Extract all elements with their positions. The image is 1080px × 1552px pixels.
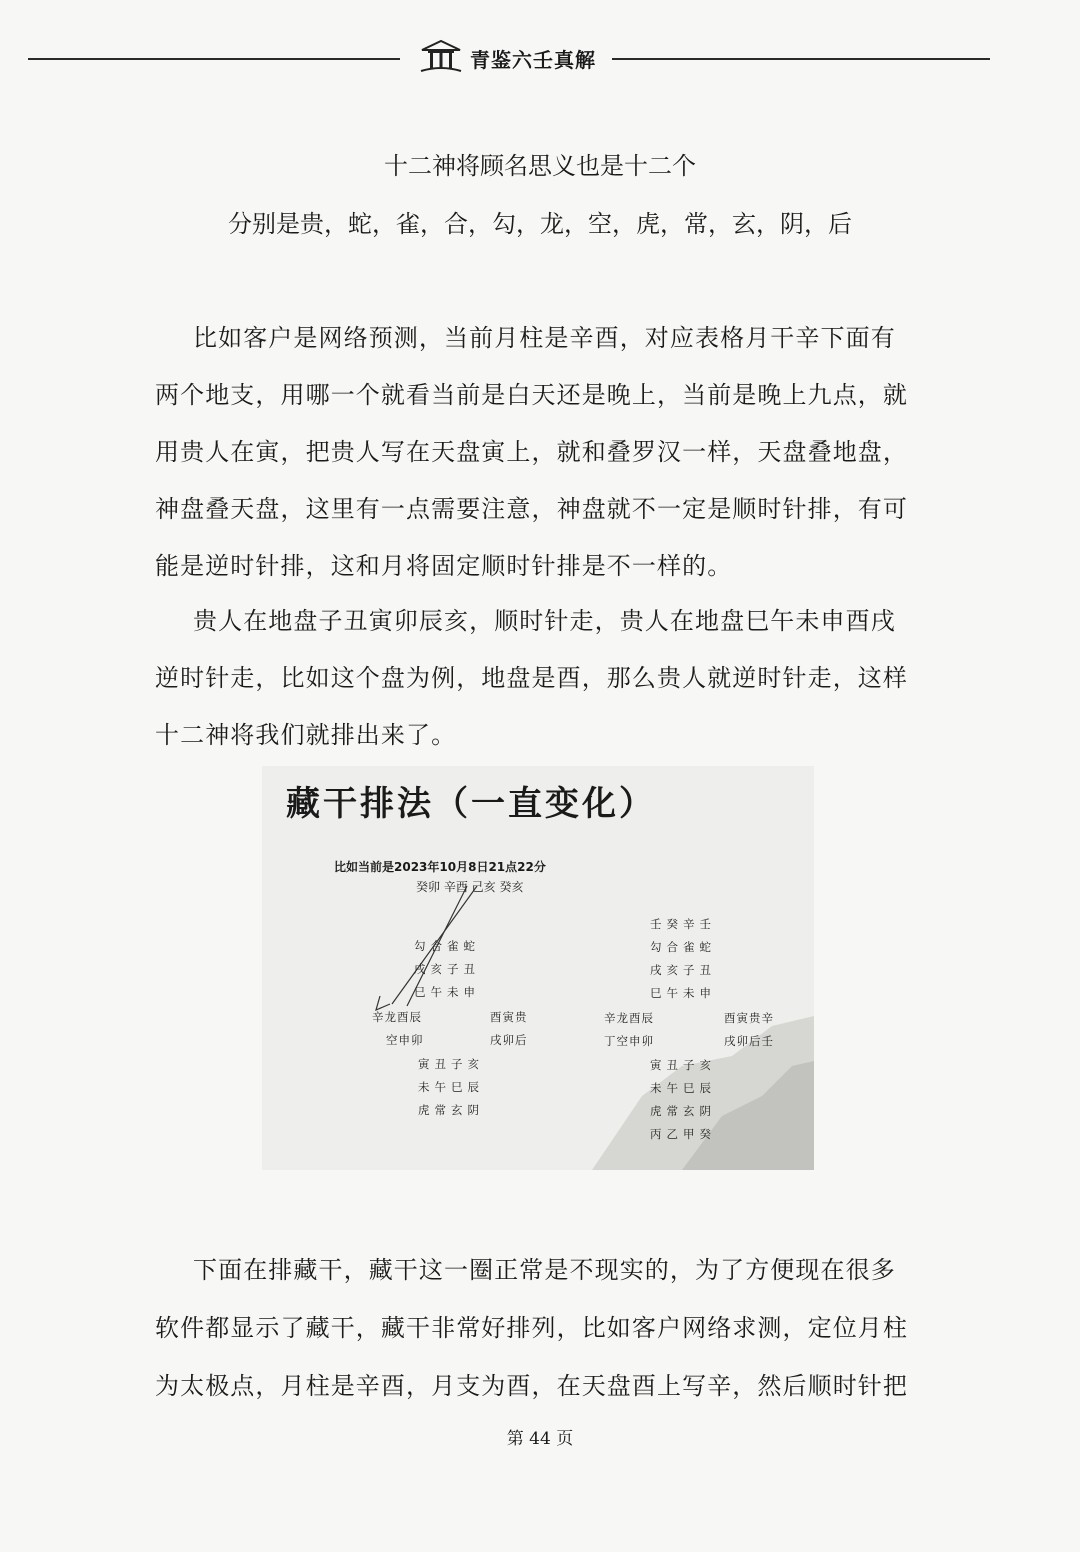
right-chart-row: 未午巳辰 [650, 1081, 716, 1095]
intro-line-1: 十二神将顾名思义也是十二个 [384, 152, 696, 180]
right-chart-row: 戌亥子丑 [650, 963, 716, 977]
header-rule-left [28, 58, 400, 60]
paragraph-line: 两个地支，用哪一个就看当前是白天还是晚上，当前是晚上九点，就 [155, 381, 908, 409]
paragraph-line: 能是逆时针排，这和月将固定顺时针排是不一样的。 [155, 552, 733, 580]
left-chart-row: 勾合雀蛇 [414, 939, 480, 953]
left-chart-row: 未午巳辰 [418, 1080, 484, 1094]
right-chart-row: 壬癸辛壬 [650, 917, 716, 931]
right-chart-side: 戌卯后壬 [724, 1034, 774, 1048]
temple-building-icon [420, 38, 462, 74]
figure-title: 藏干排法（一直变化） [286, 784, 656, 824]
paragraph-line: 下面在排藏干，藏干这一圈正常是不现实的，为了方便现在很多 [193, 1256, 896, 1284]
left-chart-row: 巳午未申 [414, 985, 480, 999]
paragraph-line: 十二神将我们就排出来了。 [155, 721, 457, 749]
right-chart-row: 虎常玄阴 [650, 1104, 716, 1118]
right-chart-row: 勾合雀蛇 [650, 940, 716, 954]
figure-four-pillars: 癸卯 辛酉 己亥 癸亥 [416, 880, 524, 894]
paragraph-line: 软件都显示了藏干，藏干非常好排列，比如客户网络求测，定位月柱 [155, 1314, 908, 1342]
figure-date-line: 比如当前是2023年10月8日21点22分 [334, 860, 546, 874]
book-title: 青鉴六壬真解 [470, 48, 596, 72]
right-chart-side: 酉寅贵辛 [724, 1011, 774, 1025]
left-chart-side: 酉寅贵 [490, 1010, 528, 1024]
figure-background-art [262, 766, 814, 1170]
left-chart-side: 辛龙酉辰 [372, 1010, 422, 1024]
right-chart-row: 丙乙甲癸 [650, 1127, 716, 1141]
left-chart-side: 空申卯 [386, 1033, 424, 1047]
paragraph-line: 用贵人在寅，把贵人写在天盘寅上，就和叠罗汉一样，天盘叠地盘， [155, 438, 908, 466]
intro-line-2: 分别是贵，蛇，雀，合，勾，龙，空，虎，常，玄，阴，后 [228, 210, 852, 238]
page-number: 第 44 页 [506, 1429, 574, 1449]
left-chart-side: 戌卯后 [490, 1033, 528, 1047]
right-chart-row: 寅丑子亥 [650, 1058, 716, 1072]
right-chart-side: 丁空申卯 [604, 1034, 654, 1048]
left-chart-row: 虎常玄阴 [418, 1103, 484, 1117]
paragraph-line: 神盘叠天盘，这里有一点需要注意，神盘就不一定是顺时针排，有可 [155, 495, 908, 523]
paragraph-line: 比如客户是网络预测，当前月柱是辛酉，对应表格月干辛下面有 [193, 324, 896, 352]
right-chart-side: 辛龙酉辰 [604, 1011, 654, 1025]
cang-gan-figure [262, 766, 814, 1170]
paragraph-line: 贵人在地盘子丑寅卯辰亥，顺时针走，贵人在地盘巳午未申酉戌 [193, 607, 896, 635]
header-rule-right [612, 58, 990, 60]
paragraph-line: 为太极点，月柱是辛酉，月支为酉，在天盘酉上写辛，然后顺时针把 [155, 1372, 908, 1400]
paragraph-line: 逆时针走，比如这个盘为例，地盘是酉，那么贵人就逆时针走，这样 [155, 664, 908, 692]
left-chart-row: 寅丑子亥 [418, 1057, 484, 1071]
right-chart-row: 巳午未申 [650, 986, 716, 1000]
left-chart-row: 戌亥子丑 [414, 962, 480, 976]
